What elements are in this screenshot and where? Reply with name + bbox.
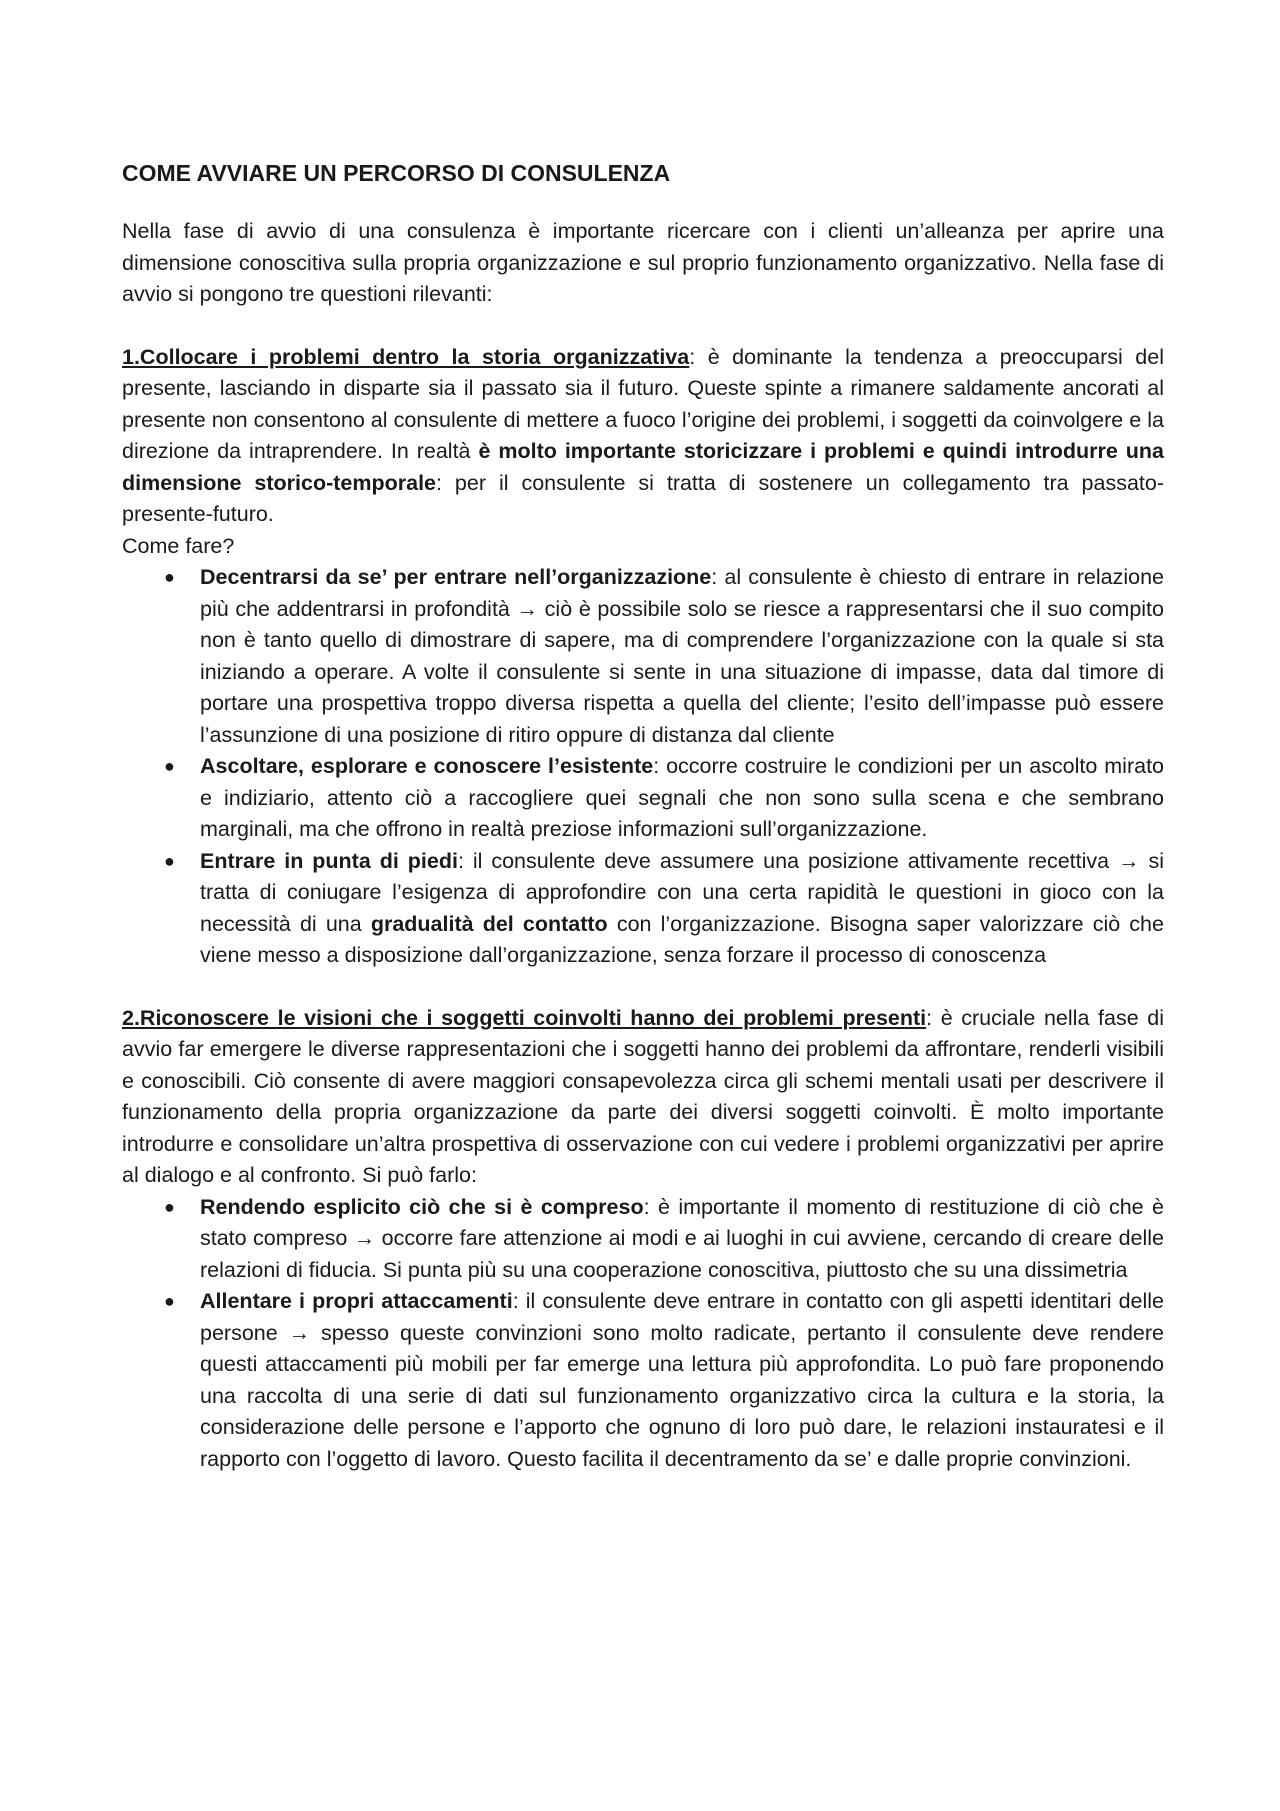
bullet-text: : al consulente è chiesto di entrare in relazione più che addentrarsi in profondità → ciò è possibile solo se riesce a rappresentarsi che il suo compito non è tanto quello di dimostrare di sapere, ma di comprendere l’organizzazione con la quale si sta iniziando a operare. A volte il consulente si sente in una situazione di impasse, data dal timore di portare una prospettiva troppo diversa rispetta a quella del cliente; l’esito dell’impasse può essere l’assunzione di una posizione di ritiro oppure di distanza dal cliente: [200, 565, 1164, 747]
bullet-icon: ●: [164, 1291, 175, 1311]
bullet-bold: Decentrarsi da se’ per entrare nell’organizzazione: [200, 565, 712, 589]
list-item: [164, 846, 1164, 972]
list-item: [164, 1192, 1164, 1287]
section-1-question: Come fare?: [122, 533, 235, 558]
bullet-text: : è importante il momento di restituzione di ciò che è stato compreso → occorre fare attenzione ai modi e ai luoghi in cui avviene, cercando di creare delle relazioni di fiducia. Si punta più su una cooperazione conoscitiva, piuttosto che su una dissimetria: [200, 1194, 1164, 1282]
bullet-bold: Allentare i propri attaccamenti: [200, 1289, 513, 1313]
list-item: [164, 751, 1164, 846]
section-2-paragraph: [122, 1003, 1164, 1192]
spacer: [122, 972, 1164, 1003]
bullet-text: : occorre costruire le condizioni per un ascolto mirato e indiziario, attento ciò a raccogliere quei segnali che non sono sulla scena e che sembrano marginali, ma che offrono in realtà preziose informazioni sull’organizzazione.: [200, 754, 1164, 841]
section-2-heading: 2.Riconoscere le visioni che i soggetti coinvolti hanno dei problemi presenti: [122, 1005, 927, 1030]
section-2-text: : è cruciale nella fase di avvio far emergere le diverse rappresentazioni che i soggetti hanno dei problemi da affrontare, renderli visibili e conoscibili. Ciò consente di avere maggiori consapevolezza circa gli schemi mentali usati per descrivere il funzionamento della propria organizzazione da parte dei diversi soggetti coinvolti. È molto importante introdurre e consolidare un’altra prospettiva di osservazione con cui vedere i problemi organizzativi per aprire al dialogo e al confronto. Si può farlo:: [122, 1005, 1164, 1187]
bullet-icon: ●: [164, 850, 175, 871]
bullet-text: : il consulente deve assumere una posizione attivamente recettiva → si tratta di coniugare l’esigenza di approfondire con una certa rapidità le questioni in gioco con la necessità di una: [200, 848, 1164, 936]
section-1-text-b: : per il consulente si tratta di sostenere un collegamento tra passato-presente-futuro.: [122, 470, 1164, 526]
bullet-bold: Ascoltare, esplorare e conoscere l’esistente: [200, 754, 654, 778]
bullet-bold: Rendendo esplicito ciò che si è compreso: [200, 1194, 644, 1219]
bullet-text: con l’organizzazione. Bisogna saper valorizzare ciò che viene messo a disposizione dall’organizzazione, senza forzare il processo di conoscenza: [200, 911, 1164, 967]
bullet-icon: ●: [164, 1196, 175, 1217]
bullet-icon: ●: [164, 756, 175, 776]
section-2-bullet-list: [122, 1192, 1164, 1476]
section-1-paragraph: [122, 342, 1164, 531]
intro-paragraph: Nella fase di avvio di una consulenza è importante ricercare con i clienti un’alleanza per aprire una dimensione conoscitiva sulla propria organizzazione e sul proprio funzionamento organizzativo. Nella fase di avvio si pongono tre questioni rilevanti:: [122, 219, 1164, 306]
bullet-bold-inline: gradualità del contatto: [370, 911, 608, 936]
section-1-heading: 1.Collocare i problemi dentro la storia organizzativa: [122, 344, 690, 369]
section-1-text-a: : è dominante la tendenza a preoccuparsi del presente, lasciando in disparte sia il passato sia il futuro. Queste spinte a rimanere saldamente ancorati al presente non consentono al consulente di mettere a fuoco l’origine dei problemi, i soggetti da coinvolgere e la direzione da intraprendere. In realtà: [122, 344, 1164, 463]
bullet-icon: ●: [164, 567, 175, 587]
section-1-bullet-list: [122, 562, 1164, 972]
bullet-bold: Entrare in punta di piedi: [200, 848, 458, 873]
section-1-bold: è molto importante storicizzare i problemi e quindi introdurre una dimensione storico-temporale: [122, 439, 1164, 495]
page-title: COME AVVIARE UN PERCORSO DI CONSULENZA: [122, 160, 671, 186]
list-item: [164, 562, 1164, 751]
list-item: [164, 1286, 1165, 1475]
bullet-text: : il consulente deve entrare in contatto con gli aspetti identitari delle persone → spesso queste convinzioni sono molto radicate, pertanto il consulente deve rendere questi attaccamenti più mobili per far emerge una lettura più approfondita. Lo può fare proponendo una raccolta di una serie di dati sul funzionamento organizzativo circa la cultura e la storia, la considerazione delle persone e l’apporto che ognuno di loro può dare, le relazioni instauratesi e il rapporto con l’oggetto di lavoro. Questo facilita il decentramento da se’ e dalle proprie convinzioni.: [200, 1289, 1165, 1471]
